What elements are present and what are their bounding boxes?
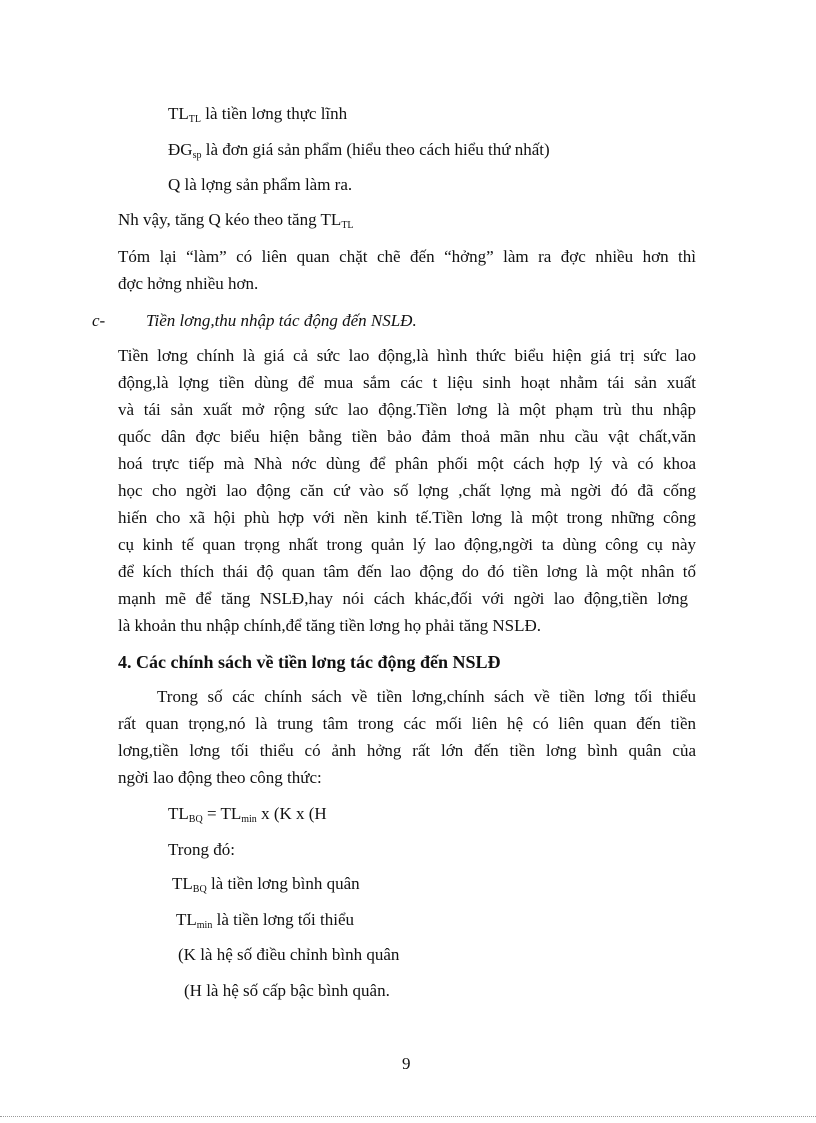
- paragraph-3-line: mạnh mẽ để tăng NSLĐ,hay nói cách khác,đối với ngời lao động,tiền lơng: [118, 589, 688, 608]
- paragraph-4-line: rất quan trọng,nó là trung tâm trong các mối liên hệ có liên quan đến tiền: [118, 714, 696, 733]
- formula-lhs-sub: BQ: [188, 814, 203, 825]
- formula-eq: = TL: [202, 804, 242, 823]
- def-q: Q là lợng sản phẩm làm ra.: [168, 175, 353, 194]
- def-dg-sp-base: ĐG: [168, 140, 193, 159]
- formula-lhs: TL: [168, 804, 189, 823]
- paragraph-3-line: cụ kinh tế quan trọng nhất trong quản lý lao động,ngời ta dùng công cụ này: [118, 535, 696, 554]
- where-def-tl-min-base: TL: [176, 910, 197, 929]
- where-def-tl-bq: [172, 873, 360, 895]
- where-def-tl-bq-sub: BQ: [192, 884, 207, 895]
- where-def-k: (K là hệ số điều chỉnh bình quân: [178, 945, 400, 964]
- def-dg-sp-sub: sp: [192, 150, 202, 161]
- page-number: 9: [402, 1054, 411, 1073]
- where-def-tl-min-sub: min: [196, 920, 213, 931]
- where-def-tl-bq-desc: là tiền lơng bình quân: [206, 874, 360, 893]
- paragraph-2-line-1: Tóm lại “làm” có liên quan chặt chẽ đến “hởng” làm ra đợc nhiều hơn thì: [118, 247, 696, 266]
- def-dg-sp: [168, 139, 550, 161]
- paragraph-1: [118, 209, 354, 231]
- formula-rest: x (K x (H: [256, 804, 327, 823]
- formula: [168, 803, 327, 825]
- def-dg-sp-desc: là đơn giá sản phẩm (hiểu theo cách hiểu thứ nhất): [201, 140, 550, 159]
- paragraph-1-sub: TL: [341, 220, 354, 231]
- paragraph-1-text: Nh vậy, tăng Q kéo theo tăng TL: [118, 210, 342, 229]
- page-bottom-divider: [0, 1116, 816, 1117]
- def-tl-tl-desc: là tiền lơng thực lĩnh: [201, 104, 348, 123]
- paragraph-3-line: Tiền lơng chính là giá cả sức lao động,là hình thức biểu hiện giá trị sức lao: [118, 346, 696, 365]
- section-4-heading: 4. Các chính sách về tiền lơng tác động đến NSLĐ: [118, 652, 501, 672]
- paragraph-3-line: học cho ngời lao động căn cứ vào số lợng ,chất lợng mà ngời đó đã cống: [118, 481, 696, 500]
- def-tl-tl: [168, 103, 347, 125]
- paragraph-3-line: hiến cho xã hội phù hợp với nền kinh tế.Tiền lơng là một trong những công: [118, 508, 696, 527]
- paragraph-3-line: là khoản thu nhập chính,để tăng tiền lơng họ phải tăng NSLĐ.: [118, 616, 542, 635]
- where-def-tl-min-desc: là tiền lơng tối thiểu: [212, 910, 355, 929]
- where-def-h: (H là hệ số cấp bậc bình quân.: [184, 981, 390, 1000]
- paragraph-4-line: lơng,tiền lơng tối thiểu có ảnh hởng rất lớn đến tiền lơng bình quân của: [118, 741, 696, 760]
- def-tl-tl-base: TL: [168, 104, 189, 123]
- paragraph-3-line: quốc dân đợc biểu hiện bằng tiền bảo đảm thoả mãn nhu cầu vật chất,văn: [118, 427, 696, 446]
- paragraph-3-line: động,là lợng tiền dùng để mua sắm các t liệu sinh hoạt nhằm tái sản xuất: [118, 373, 696, 392]
- paragraph-3-line: và tái sản xuất mở rộng sức lao động.Tiền lơng là một phạm trù thu nhập: [118, 400, 696, 419]
- paragraph-3-line: để kích thích thái độ quan tâm đến lao động do đó tiền lơng là một nhân tố: [118, 562, 696, 581]
- section-c-title: Tiền lơng,thu nhập tác động đến NSLĐ.: [146, 311, 417, 330]
- paragraph-4-line: Trong số các chính sách về tiền lơng,chính sách về tiền lơng tối thiểu: [157, 687, 696, 706]
- paragraph-4-line: ngời lao động theo công thức:: [118, 768, 322, 787]
- def-tl-tl-sub: TL: [188, 114, 201, 125]
- paragraph-2-line-2: đợc hởng nhiều hơn.: [118, 274, 259, 293]
- where-def-tl-bq-base: TL: [172, 874, 193, 893]
- where-def-tl-min: [176, 909, 354, 931]
- paragraph-3-line: hoá trực tiếp mà Nhà nớc dùng để phân phối một cách hợp lý và có khoa: [118, 454, 696, 473]
- formula-rhs-sub: min: [241, 814, 257, 825]
- section-c-marker: c-: [92, 311, 106, 330]
- where-label: Trong đó:: [168, 840, 235, 859]
